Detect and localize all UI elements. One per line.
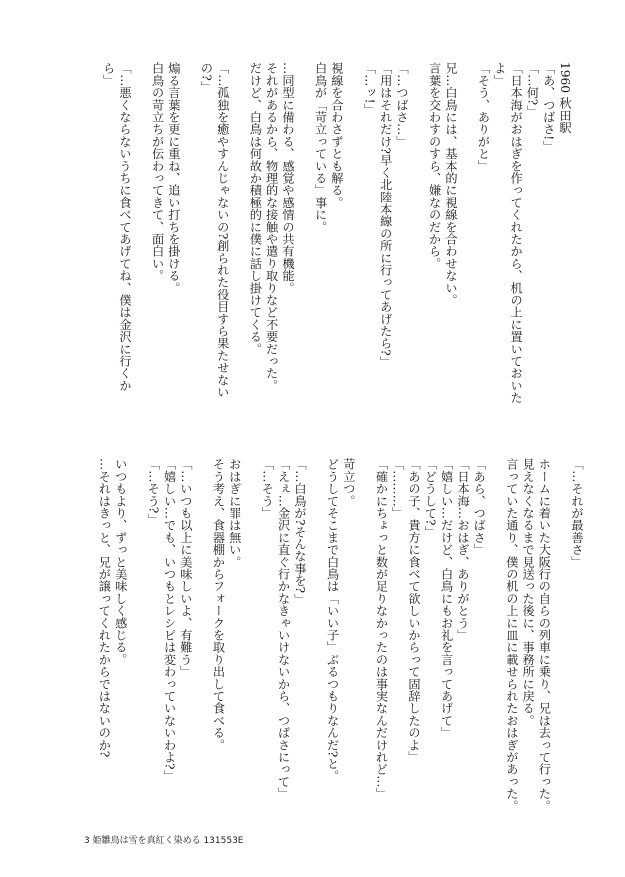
text-line [296,62,312,432]
text-line: 兄…白鳥には、基本的に視線を合わせない。 [443,62,458,306]
text-line: 苛立つ。 [341,458,356,507]
text-line: おはぎに罪は無い。 [227,458,242,568]
text-line [129,458,145,828]
text-line: 「…いつも以上に美味しいよ、有難う」 [178,458,193,678]
text-line [345,62,361,432]
page-footer: 3 姫雛鳥は雪を真紅く染める 131553E [84,836,244,846]
text-line: 「嬉しい…でも、いつもとレシピは変わっていないわよ?」 [162,458,177,782]
text-line [194,458,210,828]
text-line: ら」 [101,62,116,87]
text-line: 「…そう?」 [146,458,161,526]
text-line: の?」 [199,62,214,93]
text-line: 「確かにちょっと数が足りなかったのは事実なんだけれど…」 [374,458,389,800]
text-line: 「日本海がおはぎを作ってくれたから、机の上に置いておいた [509,62,524,404]
text-line: 「えぇ…金沢に直ぐ行かなきゃいけないから、つばさにって」 [276,458,291,800]
text-line: 言っていた通り、僕の机の上に皿に載せられたおはぎがあった。 [504,458,519,812]
text-line: 「………」 [390,458,405,519]
text-line: 「あら、つばさ」 [472,458,487,556]
text-line: 1960 秋田駅 [558,62,572,134]
text-line: よ」 [492,62,507,87]
text-line: 「…白鳥が?そんな事を?」 [292,458,307,606]
text-line: 「日本海…おはぎ、ありがとう」 [455,458,470,641]
text-line: 「…そう」 [260,458,275,519]
text-line [459,62,475,432]
text-line: 白鳥が「苛立っている」事に。 [313,62,328,233]
text-line: ホームに着いた大阪行の自らの列車に乗り、兄は去って行った。 [537,458,552,812]
text-line: 「用はそれだけ?早く北陸本線の所に行ってあげたら?」 [378,62,393,368]
text-line: それがあるから、物理的な接触や遣り取りなど不要だった。 [264,62,279,392]
text-line: …同型に備わる、感覚や感情の共有機能。 [280,62,295,294]
text-line [357,458,373,828]
lower-text-block [96,458,585,828]
text-line [133,62,149,432]
text-line: 「…何?」 [525,62,540,118]
text-line: だけど、白鳥は何故か積極的に僕に話し掛けてくる。 [248,62,263,355]
text-line: 「…つばさ…」 [395,62,410,148]
text-line: 言葉を交わすのすら、嫌なのだから。 [427,62,442,270]
text-line: 「…孤独を癒やすんじゃないの?創られた役目すら果たせない [215,62,230,398]
text-line: 「…悪くならないうちに食べてあげてね、僕は金沢に行くか [117,62,132,392]
text-line: どうしてそこまで白鳥は「いい子」ぶるつもりなんだ?と。 [325,458,340,782]
text-line: 見えなくなるまで見送った後に、事務所に戻る。 [521,458,536,727]
text-line [308,458,324,828]
upper-text-block [100,62,573,432]
text-line [182,62,198,432]
text-line: …それはきっと、兄が譲ってくれたからではないのか? [97,458,112,758]
text-line: 「…ッ!」 [362,62,377,116]
text-line: 視線を合わさずとも解る。 [329,62,344,209]
text-line: 「嬉しい…だけど、白鳥にもお礼を言ってあげて」 [439,458,454,739]
text-line: 「あの子、貴方に食べて欲しいからって固辞したのよ」 [407,458,422,763]
text-line [487,458,503,828]
text-line: 「…それが最善さ」 [570,458,584,568]
text-line: 「そう、ありがと」 [476,62,491,172]
text-line [552,458,568,828]
text-line: いつもより、ずっと美味しく感じる。 [113,458,128,666]
text-line [231,62,247,432]
text-line: 煽る言葉を更に重ね、追い打ちを掛ける。 [166,62,181,294]
text-line: 白鳥の苛立ちが伝わってきて、面白い。 [150,62,165,282]
text-line [243,458,259,828]
text-line: 「どうして?」 [423,458,438,538]
text-line: 「あ、つばさ!」 [541,62,556,153]
text-line [410,62,426,432]
text-line: そう考え、食器棚からフォークを取り出して食べる。 [211,458,226,751]
